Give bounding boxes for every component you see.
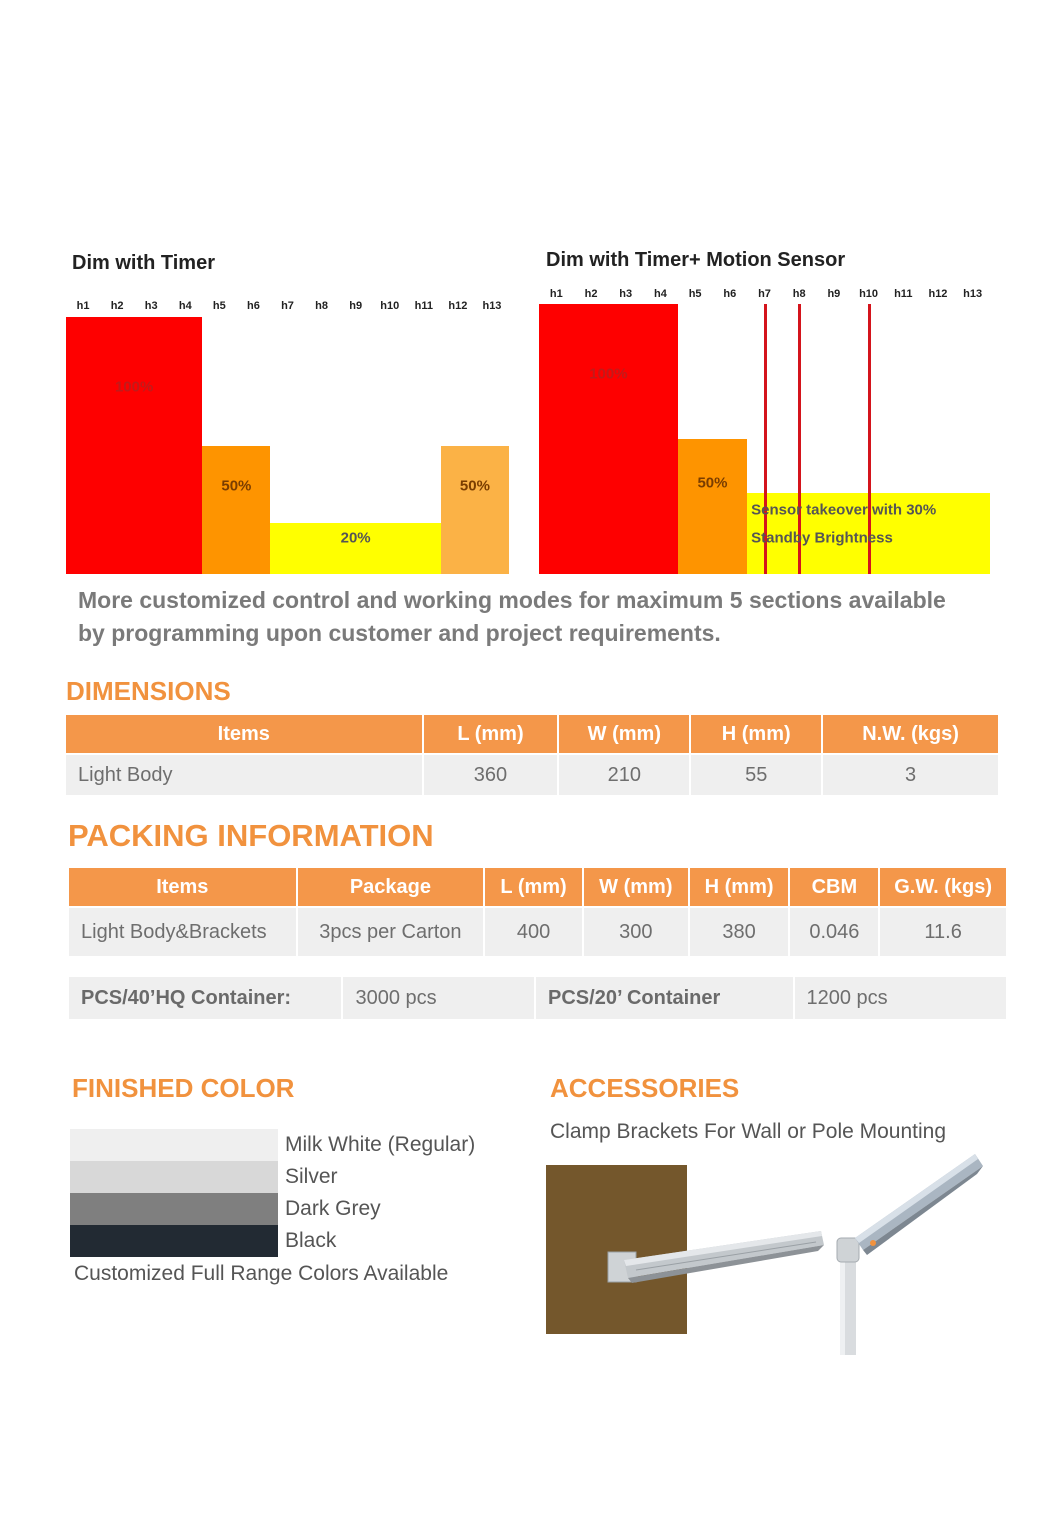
- hour-label-h13: h13: [482, 300, 502, 312]
- bar-label-2: 50%: [221, 477, 252, 494]
- pack-cell-w: 300: [584, 908, 688, 956]
- hour-label-h3: h3: [619, 288, 633, 300]
- container-40hq-value: 3000 pcs: [343, 977, 534, 1019]
- hour-label-h1: h1: [549, 288, 563, 300]
- bar-label-2: 50%: [697, 474, 728, 492]
- custom-colors-note: Customized Full Range Colors Available: [74, 1262, 449, 1285]
- color-label-1: Milk White (Regular): [285, 1133, 476, 1156]
- hour-label-h10: h10: [859, 288, 879, 300]
- bar-segment-4: [441, 446, 509, 575]
- bar-segment-1: [539, 304, 678, 574]
- hour-label-h11: h11: [894, 288, 913, 300]
- hour-label-h5: h5: [688, 288, 702, 300]
- bar-segment-2: [202, 446, 270, 575]
- bar-label-3: Sensor takeover with 30%: [751, 501, 937, 519]
- pack-cell-h: 380: [690, 908, 789, 956]
- hour-label-h6: h6: [723, 288, 737, 300]
- color-swatch-3: [70, 1193, 278, 1225]
- hour-label-h4: h4: [178, 300, 192, 312]
- pack-header-items: Items: [69, 868, 296, 906]
- dim-cell-nw: 3: [823, 755, 998, 795]
- hour-label-h11: h11: [414, 300, 433, 312]
- color-label-3: Dark Grey: [285, 1197, 381, 1220]
- hour-label-h9: h9: [827, 288, 841, 300]
- dim-cell-w: 210: [559, 755, 689, 795]
- finished-color-title: FINISHED COLOR: [72, 1073, 295, 1103]
- container-20-value: 1200 pcs: [795, 977, 1007, 1019]
- hour-label-h2: h2: [584, 288, 598, 300]
- dim-cell-item: Light Body: [66, 755, 422, 795]
- hour-label-h12: h12: [448, 300, 468, 312]
- hour-label-h12: h12: [928, 288, 948, 300]
- dimensions-table: [64, 713, 1000, 797]
- packing-info-title: PACKING INFORMATION: [68, 818, 434, 853]
- dimensions-title: DIMENSIONS: [66, 676, 231, 706]
- color-label-4: Black: [285, 1229, 337, 1252]
- pack-cell-item: Light Body&Brackets: [69, 908, 296, 956]
- container-40hq-label: PCS/40’HQ Container:: [69, 977, 341, 1019]
- dim-header-items: Items: [66, 715, 422, 753]
- hour-label-h9: h9: [349, 300, 363, 312]
- accessories-caption: Clamp Brackets For Wall or Pole Mounting: [550, 1120, 947, 1143]
- container-20-label: PCS/20’ Container: [536, 977, 792, 1019]
- hour-label-h2: h2: [110, 300, 124, 312]
- color-label-2: Silver: [285, 1165, 338, 1188]
- container-table: [67, 975, 1008, 1021]
- bar-segment-2: [678, 439, 747, 574]
- pack-header-gw: G.W. (kgs): [880, 868, 1006, 906]
- hour-label-h8: h8: [792, 288, 806, 300]
- hour-label-h13: h13: [963, 288, 983, 300]
- note-line-2: by programming upon customer and project requirements.: [78, 620, 721, 646]
- hour-label-h5: h5: [212, 300, 226, 312]
- table-row: [69, 977, 1006, 1019]
- dim-cell-h: 55: [691, 755, 821, 795]
- color-swatch-2: [70, 1161, 278, 1193]
- pole-mount-light-image: [835, 1150, 985, 1355]
- hour-label-h8: h8: [315, 300, 328, 312]
- bar-label-3: 20%: [340, 529, 371, 547]
- accessories-title: ACCESSORIES: [550, 1073, 740, 1103]
- hour-label-h7: h7: [281, 300, 294, 312]
- hour-label-h4: h4: [654, 288, 667, 300]
- pack-cell-gw: 11.6: [880, 908, 1006, 956]
- pack-header-w: W (mm): [584, 868, 688, 906]
- bar-segment-1: [66, 317, 202, 574]
- pack-cell-cbm: 0.046: [790, 908, 878, 956]
- dimensions-header-row: [66, 715, 998, 753]
- hour-label-h10: h10: [380, 300, 400, 312]
- color-swatch-4: [70, 1225, 278, 1257]
- packing-header-row: [69, 868, 1006, 906]
- table-row: [66, 755, 998, 795]
- pack-header-h: H (mm): [690, 868, 789, 906]
- table-row: [69, 908, 1006, 956]
- bar-label-1: 100%: [589, 365, 628, 383]
- chart-title-dim-with-timer: Dim with Timer: [72, 252, 215, 274]
- pack-cell-package: 3pcs per Carton: [298, 908, 484, 956]
- packing-table: [67, 866, 1008, 958]
- dim-header-h: H (mm): [691, 715, 821, 753]
- hour-label-h7: h7: [758, 288, 771, 300]
- dim-header-l: L (mm): [424, 715, 558, 753]
- note-line-1: More customized control and working modes for maximum 5 sections available: [78, 587, 946, 613]
- bar-label-4: Standby Brightness: [751, 529, 893, 547]
- dim-header-w: W (mm): [559, 715, 689, 753]
- dim-header-nw: N.W. (kgs): [823, 715, 998, 753]
- hour-label-h1: h1: [76, 300, 90, 312]
- pack-header-cbm: CBM: [790, 868, 878, 906]
- custom-modes-note: [78, 584, 1018, 650]
- color-swatch-1: [70, 1129, 278, 1161]
- hour-label-h6: h6: [247, 300, 260, 312]
- pack-header-package: Package: [298, 868, 484, 906]
- hour-label-h3: h3: [144, 300, 158, 312]
- pack-header-l: L (mm): [485, 868, 582, 906]
- bar-label-4: 50%: [459, 477, 490, 494]
- wall-mount-light-image: [546, 1165, 826, 1335]
- chart-title-dim-with-timer-motion-sensor: Dim with Timer+ Motion Sensor: [546, 249, 846, 271]
- dim-cell-l: 360: [424, 755, 558, 795]
- bar-label-1: 100%: [114, 378, 154, 396]
- pack-cell-l: 400: [485, 908, 582, 956]
